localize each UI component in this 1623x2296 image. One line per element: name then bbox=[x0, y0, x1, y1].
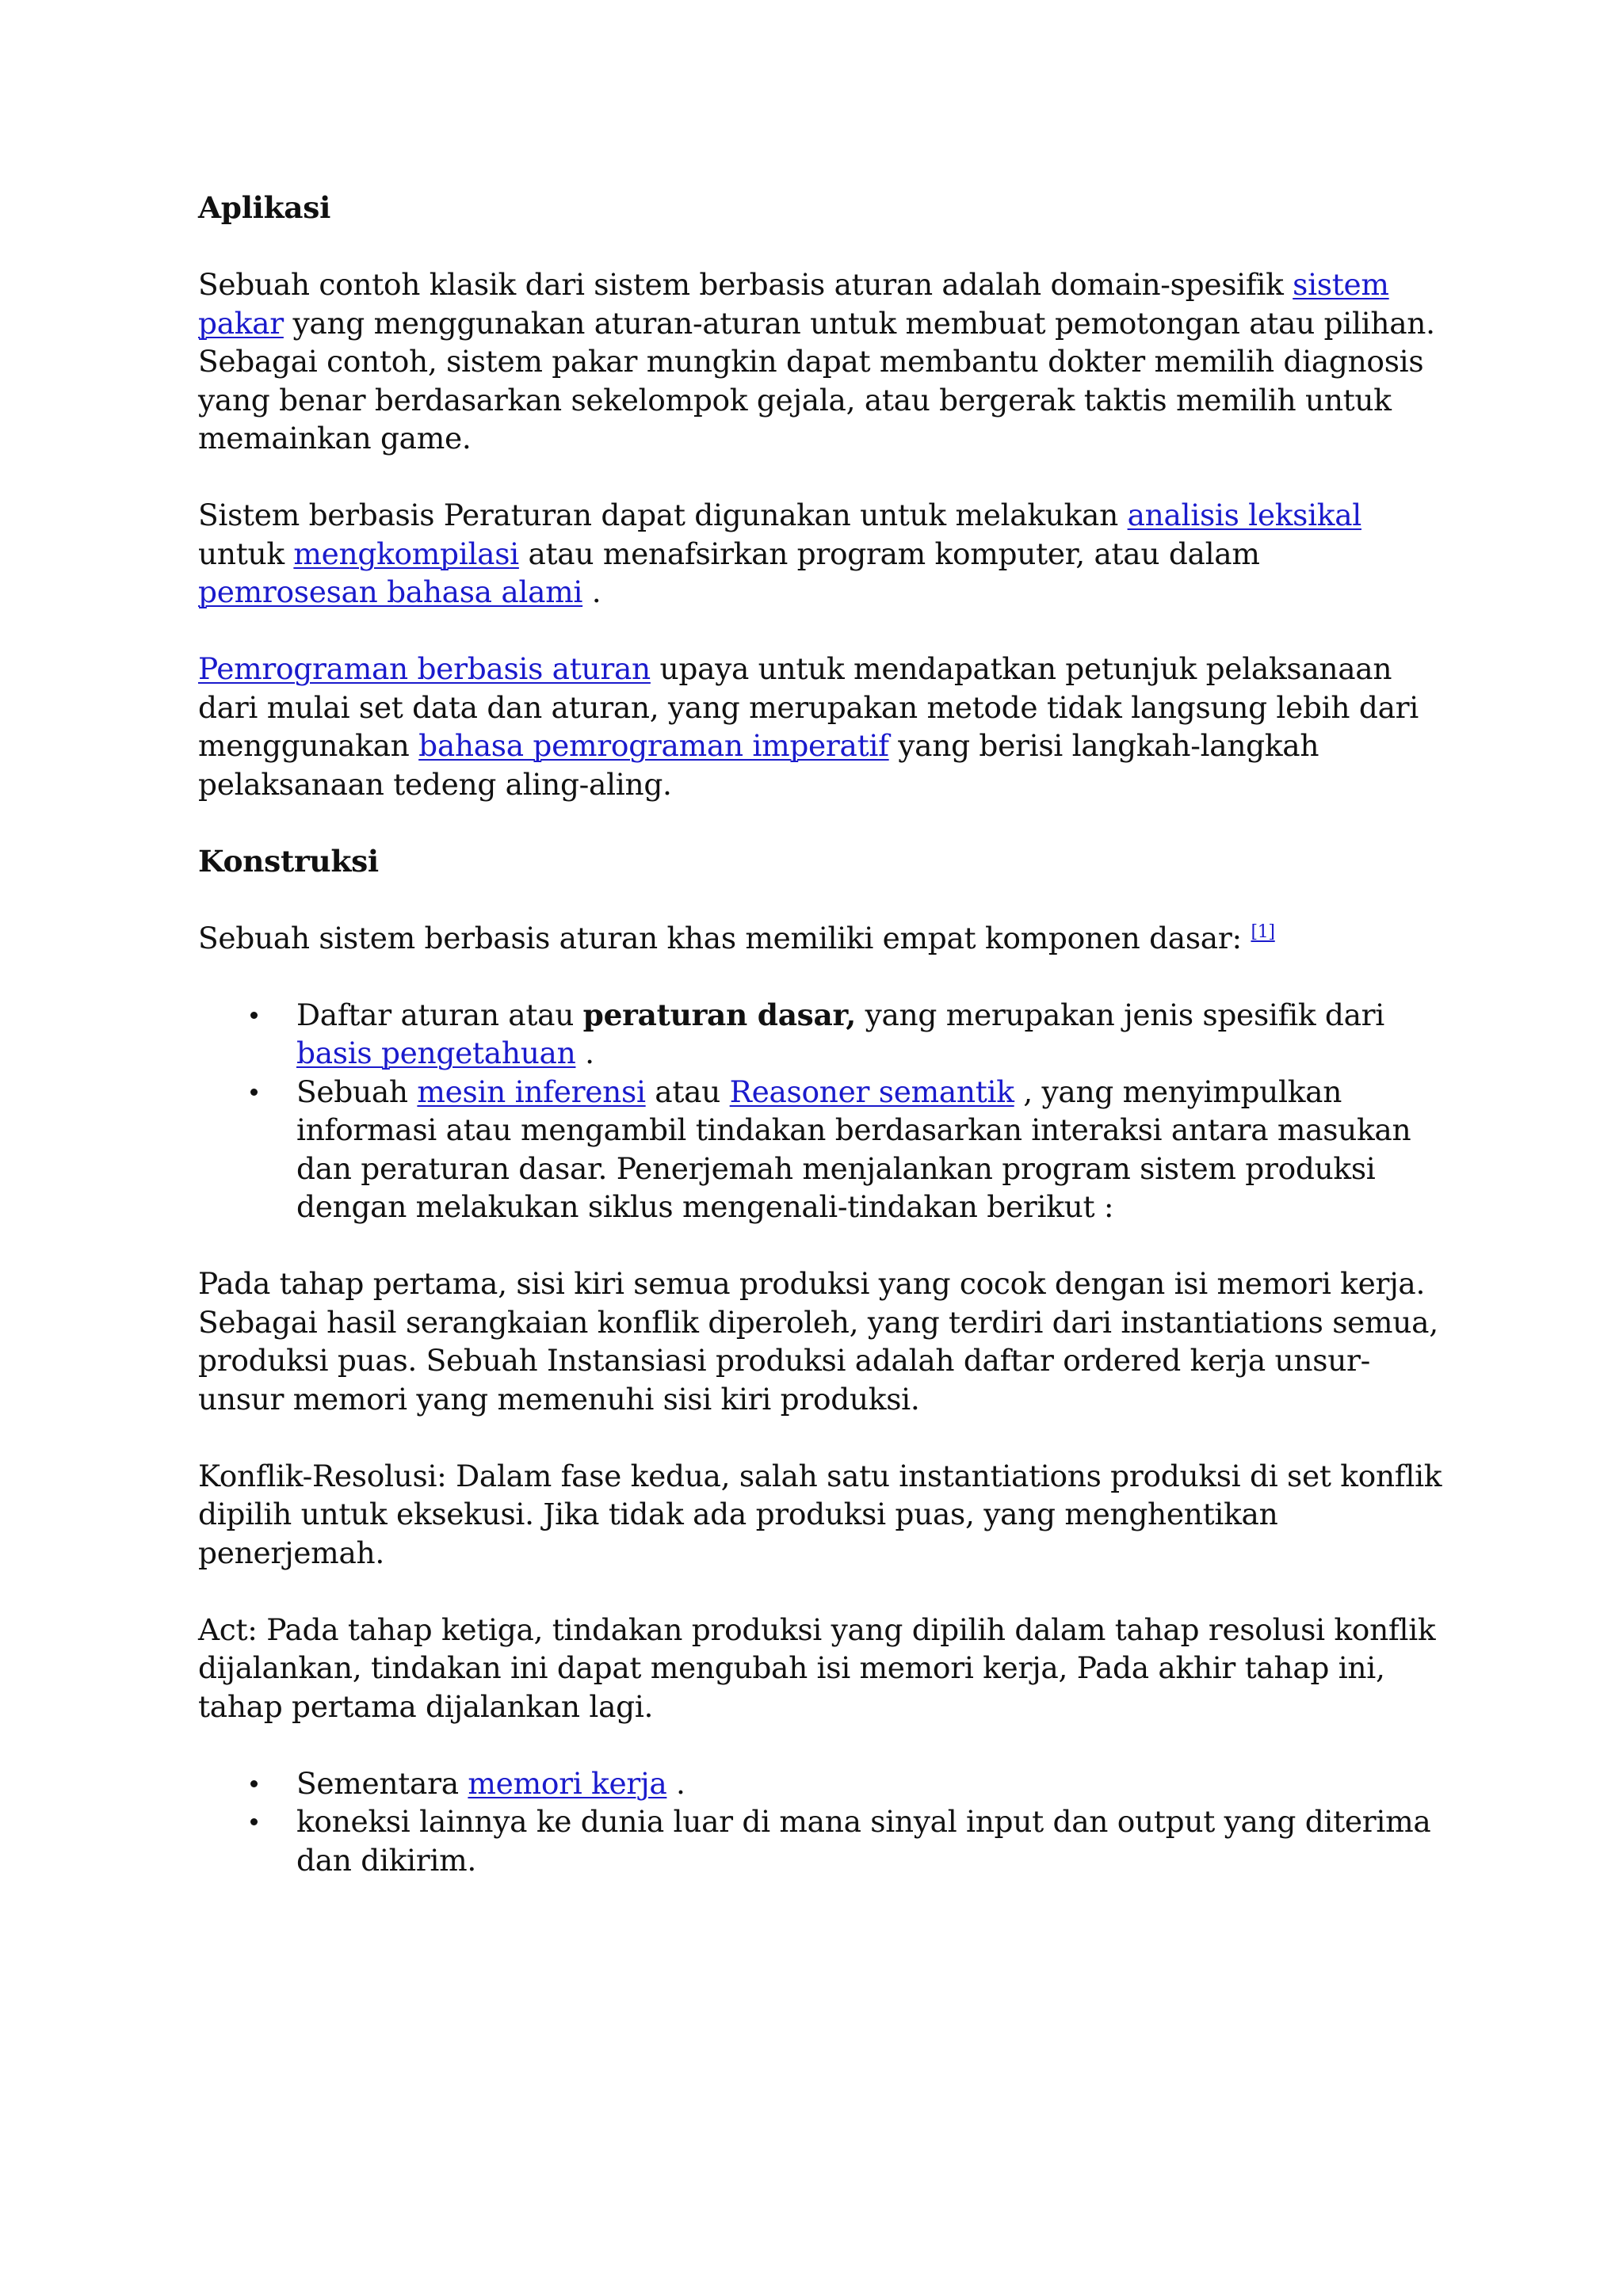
text-run: . bbox=[582, 574, 601, 609]
link-mengkompilasi[interactable]: mengkompilasi bbox=[293, 536, 519, 571]
paragraph-tahap-pertama: Pada tahap pertama, sisi kiri semua produksi yang cocok dengan isi memori kerja. Sebagai hasil serangkaian konflik diperoleh, yang terdiri dari instantiations semua, produksi puas. Sebuah Instansiasi produksi adalah daftar ordered kerja unsur-unsur memori yang memenuhi sisi kiri produksi. bbox=[198, 1266, 1438, 1417]
paragraph-act: Act: Pada tahap ketiga, tindakan produksi yang dipilih dalam tahap resolusi konflik dijalankan, tindakan ini dapat mengubah isi memori kerja, Pada akhir tahap ini, tahap pertama dijalankan lagi. bbox=[198, 1611, 1436, 1724]
link-analisis-leksikal[interactable]: analisis leksikal bbox=[1127, 498, 1361, 532]
reference-link-1[interactable]: [1] bbox=[1251, 921, 1275, 942]
text-run: Daftar aturan atau bbox=[296, 997, 583, 1032]
link-pemrograman-berbasis-aturan[interactable]: Pemrograman berbasis aturan bbox=[198, 651, 651, 686]
list-item-koneksi bbox=[296, 1802, 1442, 1879]
link-reasoner-semantik[interactable]: Reasoner semantik bbox=[729, 1074, 1014, 1109]
link-sistem-pakar[interactable]: sistem pakar bbox=[198, 267, 1389, 341]
bold-peraturan-dasar: peraturan dasar, bbox=[582, 997, 856, 1032]
list-item-memori-kerja bbox=[296, 1764, 1442, 1803]
list-item-peraturan-dasar bbox=[296, 996, 1442, 1073]
text-run: Sementara bbox=[296, 1765, 468, 1801]
text-run: . bbox=[575, 1035, 594, 1070]
text-run: koneksi lainnya ke dunia luar di mana sinyal input dan output yang diterima dan dikirim. bbox=[296, 1804, 1431, 1878]
document-page bbox=[198, 189, 1442, 1918]
link-pemrosesan-bahasa-alami[interactable]: pemrosesan bahasa alami bbox=[198, 574, 583, 609]
heading-aplikasi: Aplikasi bbox=[198, 190, 331, 225]
text-run: atau bbox=[645, 1074, 730, 1109]
component-list bbox=[198, 996, 1442, 1226]
paragraph-komponen-intro bbox=[198, 919, 1442, 958]
text-run: Sebuah sistem berbasis aturan khas memiliki empat komponen dasar: bbox=[198, 920, 1251, 955]
paragraph-sistem-pakar bbox=[198, 265, 1442, 458]
paragraph-konflik-resolusi: Konflik-Resolusi: Dalam fase kedua, salah satu instantiations produksi di set konflik dipilih untuk eksekusi. Jika tidak ada produksi puas, yang menghentikan penerjemah. bbox=[198, 1458, 1442, 1570]
text-run: Sistem berbasis Peraturan dapat digunakan untuk melakukan bbox=[198, 498, 1128, 532]
text-run: untuk bbox=[198, 536, 294, 571]
heading-konstruksi: Konstruksi bbox=[198, 843, 379, 879]
text-run: , yang menyimpulkan informasi atau mengambil tindakan berdasarkan interaksi antara masukan dan peraturan dasar. Penerjemah menjalankan program sistem produksi dengan melakukan siklus mengenali-tindakan berikut : bbox=[296, 1074, 1411, 1224]
memory-list bbox=[198, 1764, 1442, 1880]
link-bahasa-pemrograman-imperatif[interactable]: bahasa pemrograman imperatif bbox=[418, 728, 889, 763]
paragraph-analisis-leksikal bbox=[198, 496, 1442, 612]
text-run: Sebuah bbox=[296, 1074, 418, 1109]
text-run: atau menafsirkan program komputer, atau dalam bbox=[518, 536, 1260, 571]
text-run: Sebuah contoh klasik dari sistem berbasis aturan adalah domain-spesifik bbox=[198, 267, 1293, 302]
paragraph-pemrograman-berbasis-aturan bbox=[198, 650, 1442, 803]
link-mesin-inferensi[interactable]: mesin inferensi bbox=[417, 1074, 646, 1109]
text-run: . bbox=[666, 1765, 685, 1801]
text-run: yang merupakan jenis spesifik dari bbox=[855, 997, 1384, 1032]
text-run: upaya untuk mendapatkan petunjuk pelaksanaan dari mulai set data dan aturan, yang merupakan metode tidak langsung lebih dari menggunakan bbox=[198, 651, 1419, 763]
link-basis-pengetahuan[interactable]: basis pengetahuan bbox=[296, 1035, 576, 1070]
text-run: yang menggunakan aturan-aturan untuk membuat pemotongan atau pilihan. Sebagai contoh, sistem pakar mungkin dapat membantu dokter memilih diagnosis yang benar berdasarkan sekelompok gejala, atau bergerak taktis memilih untuk memainkan game. bbox=[198, 305, 1435, 456]
text-run: yang berisi langkah-langkah pelaksanaan tedeng aling-aling. bbox=[198, 728, 1319, 802]
link-memori-kerja[interactable]: memori kerja bbox=[468, 1765, 667, 1801]
list-item-mesin-inferensi bbox=[296, 1073, 1442, 1226]
